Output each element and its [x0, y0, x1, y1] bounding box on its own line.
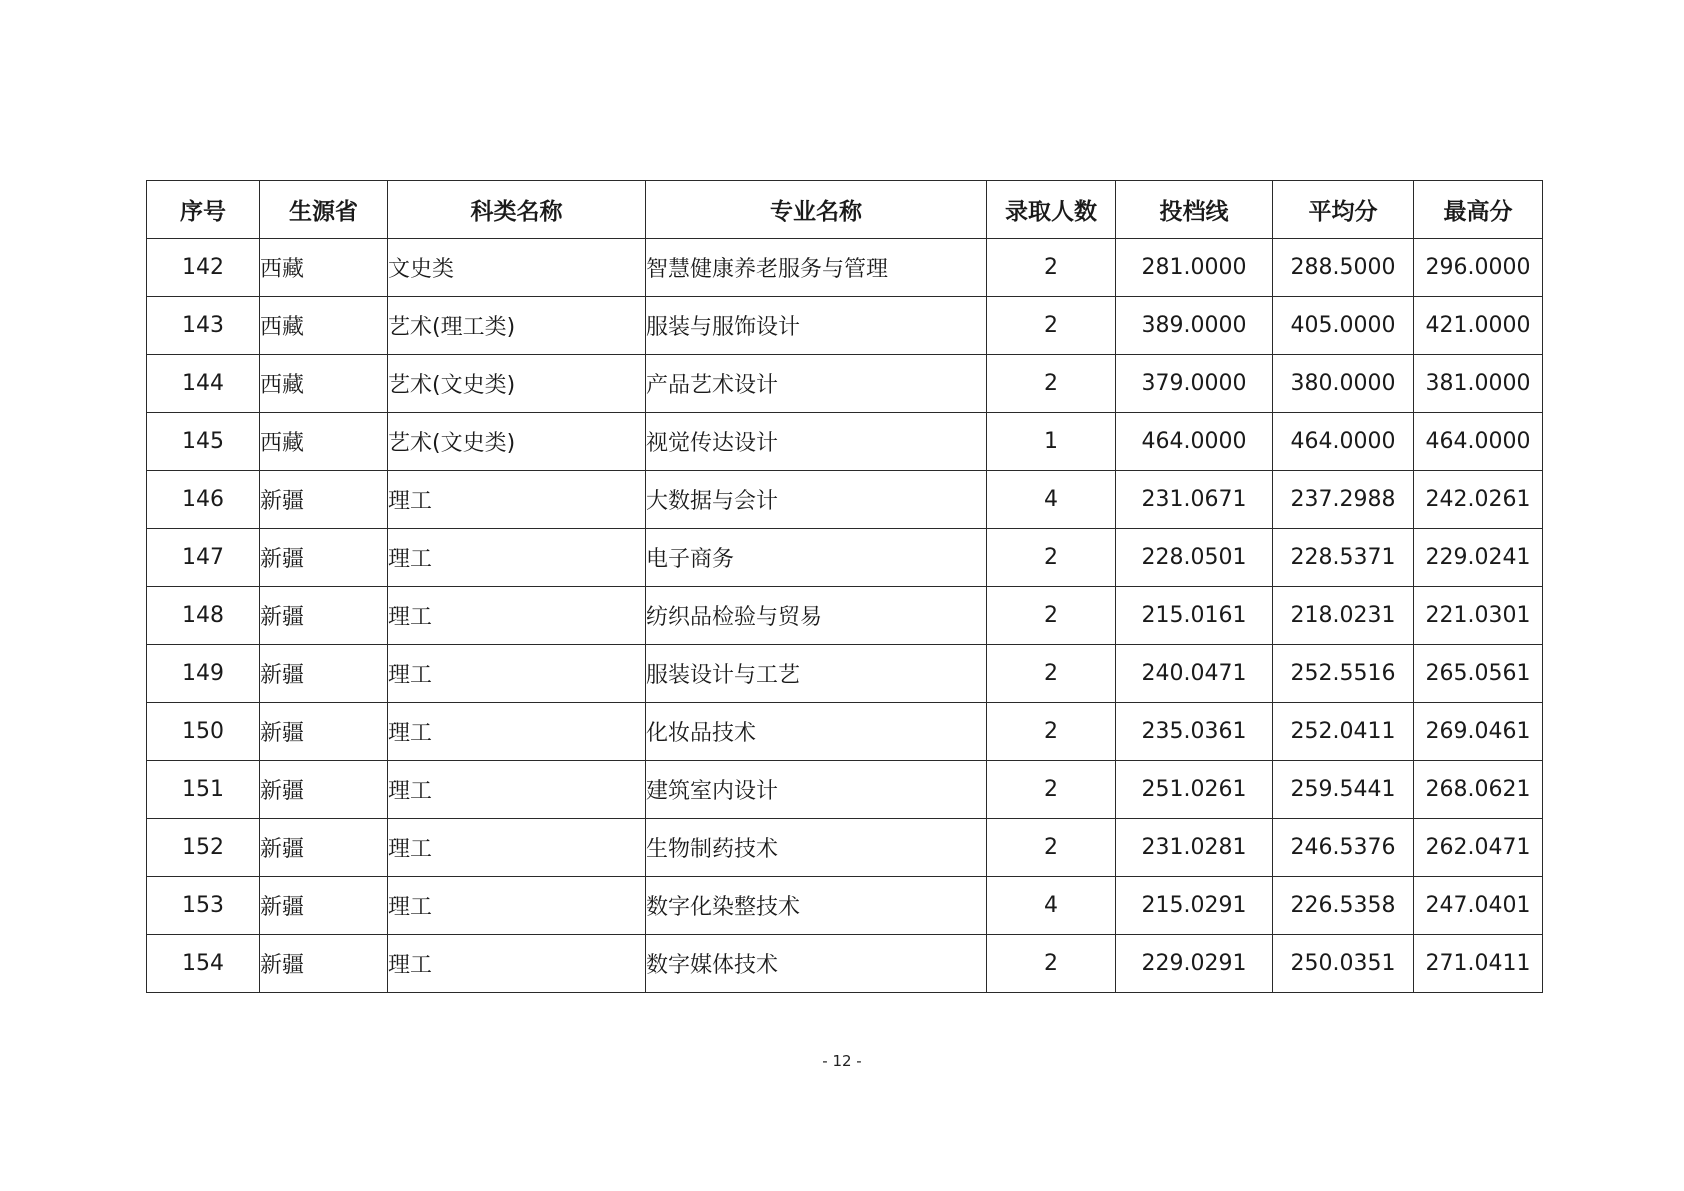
table-row: [147, 935, 1543, 993]
cell-province: 新疆: [260, 471, 388, 529]
cell-province: 新疆: [260, 645, 388, 703]
cell-cutoff: 228.0501: [1116, 529, 1273, 587]
cell-average: 259.5441: [1273, 761, 1414, 819]
cell-province: 新疆: [260, 587, 388, 645]
cell-enrolled: 2: [987, 587, 1116, 645]
header-cell-index: 序号: [147, 181, 260, 239]
cell-province: 新疆: [260, 819, 388, 877]
cell-cutoff: 251.0261: [1116, 761, 1273, 819]
cell-enrolled: 2: [987, 703, 1116, 761]
cell-major: 视觉传达设计: [646, 413, 987, 471]
cell-index: 146: [147, 471, 260, 529]
cell-index: 150: [147, 703, 260, 761]
table-row: [147, 529, 1543, 587]
cell-enrolled: 4: [987, 471, 1116, 529]
cell-category: 理工: [388, 587, 646, 645]
cell-cutoff: 215.0161: [1116, 587, 1273, 645]
cell-enrolled: 2: [987, 761, 1116, 819]
cell-major: 服装与服饰设计: [646, 297, 987, 355]
header-cell-highest: 最高分: [1414, 181, 1543, 239]
cell-major: 纺织品检验与贸易: [646, 587, 987, 645]
page-number: - 12 -: [822, 1052, 862, 1070]
cell-average: 252.5516: [1273, 645, 1414, 703]
cell-enrolled: 1: [987, 413, 1116, 471]
header-cell-category: 科类名称: [388, 181, 646, 239]
cell-cutoff: 464.0000: [1116, 413, 1273, 471]
cell-category: 理工: [388, 645, 646, 703]
cell-highest: 381.0000: [1414, 355, 1543, 413]
cell-average: 288.5000: [1273, 239, 1414, 297]
table-header: [147, 181, 1543, 239]
cell-highest: 265.0561: [1414, 645, 1543, 703]
cell-enrolled: 2: [987, 297, 1116, 355]
cell-enrolled: 2: [987, 645, 1116, 703]
cell-province: 西藏: [260, 355, 388, 413]
cell-highest: 268.0621: [1414, 761, 1543, 819]
cell-index: 148: [147, 587, 260, 645]
cell-average: 380.0000: [1273, 355, 1414, 413]
cell-province: 西藏: [260, 239, 388, 297]
cell-category: 理工: [388, 529, 646, 587]
cell-cutoff: 240.0471: [1116, 645, 1273, 703]
table-row: [147, 703, 1543, 761]
cell-province: 新疆: [260, 877, 388, 935]
table-row: [147, 239, 1543, 297]
cell-major: 大数据与会计: [646, 471, 987, 529]
cell-major: 产品艺术设计: [646, 355, 987, 413]
cell-province: 西藏: [260, 297, 388, 355]
admissions-table: [146, 180, 1543, 993]
cell-index: 149: [147, 645, 260, 703]
cell-highest: 271.0411: [1414, 935, 1543, 993]
cell-major: 智慧健康养老服务与管理: [646, 239, 987, 297]
table-row: [147, 587, 1543, 645]
cell-category: 理工: [388, 935, 646, 993]
cell-category: 理工: [388, 703, 646, 761]
cell-enrolled: 2: [987, 529, 1116, 587]
cell-index: 142: [147, 239, 260, 297]
cell-cutoff: 229.0291: [1116, 935, 1273, 993]
table-row: [147, 645, 1543, 703]
cell-category: 文史类: [388, 239, 646, 297]
cell-index: 154: [147, 935, 260, 993]
header-row: [147, 181, 1543, 239]
header-cell-enrolled: 录取人数: [987, 181, 1116, 239]
cell-highest: 229.0241: [1414, 529, 1543, 587]
cell-cutoff: 379.0000: [1116, 355, 1273, 413]
cell-major: 建筑室内设计: [646, 761, 987, 819]
cell-category: 理工: [388, 819, 646, 877]
cell-highest: 296.0000: [1414, 239, 1543, 297]
table-row: [147, 761, 1543, 819]
header-cell-cutoff: 投档线: [1116, 181, 1273, 239]
cell-index: 144: [147, 355, 260, 413]
cell-cutoff: 231.0281: [1116, 819, 1273, 877]
cell-major: 电子商务: [646, 529, 987, 587]
cell-province: 新疆: [260, 703, 388, 761]
table-row: [147, 297, 1543, 355]
cell-highest: 269.0461: [1414, 703, 1543, 761]
cell-enrolled: 2: [987, 819, 1116, 877]
cell-average: 237.2988: [1273, 471, 1414, 529]
cell-highest: 464.0000: [1414, 413, 1543, 471]
cell-enrolled: 4: [987, 877, 1116, 935]
cell-average: 252.0411: [1273, 703, 1414, 761]
cell-index: 153: [147, 877, 260, 935]
cell-category: 艺术(文史类): [388, 413, 646, 471]
table-body: [147, 239, 1543, 993]
cell-average: 464.0000: [1273, 413, 1414, 471]
cell-province: 西藏: [260, 413, 388, 471]
cell-index: 145: [147, 413, 260, 471]
cell-highest: 247.0401: [1414, 877, 1543, 935]
cell-average: 228.5371: [1273, 529, 1414, 587]
cell-highest: 242.0261: [1414, 471, 1543, 529]
cell-category: 艺术(文史类): [388, 355, 646, 413]
cell-index: 152: [147, 819, 260, 877]
cell-category: 艺术(理工类): [388, 297, 646, 355]
cell-cutoff: 235.0361: [1116, 703, 1273, 761]
table-row: [147, 877, 1543, 935]
cell-province: 新疆: [260, 935, 388, 993]
cell-average: 226.5358: [1273, 877, 1414, 935]
cell-index: 147: [147, 529, 260, 587]
cell-major: 数字化染整技术: [646, 877, 987, 935]
cell-index: 143: [147, 297, 260, 355]
table-row: [147, 355, 1543, 413]
cell-cutoff: 231.0671: [1116, 471, 1273, 529]
cell-category: 理工: [388, 761, 646, 819]
cell-major: 服装设计与工艺: [646, 645, 987, 703]
table-row: [147, 819, 1543, 877]
cell-highest: 221.0301: [1414, 587, 1543, 645]
cell-category: 理工: [388, 471, 646, 529]
cell-highest: 421.0000: [1414, 297, 1543, 355]
cell-category: 理工: [388, 877, 646, 935]
cell-province: 新疆: [260, 761, 388, 819]
cell-average: 250.0351: [1273, 935, 1414, 993]
cell-average: 218.0231: [1273, 587, 1414, 645]
cell-enrolled: 2: [987, 355, 1116, 413]
cell-cutoff: 281.0000: [1116, 239, 1273, 297]
cell-major: 生物制药技术: [646, 819, 987, 877]
cell-average: 246.5376: [1273, 819, 1414, 877]
table-row: [147, 413, 1543, 471]
cell-province: 新疆: [260, 529, 388, 587]
header-cell-average: 平均分: [1273, 181, 1414, 239]
cell-cutoff: 389.0000: [1116, 297, 1273, 355]
header-cell-province: 生源省: [260, 181, 388, 239]
cell-major: 数字媒体技术: [646, 935, 987, 993]
header-cell-major: 专业名称: [646, 181, 987, 239]
cell-major: 化妆品技术: [646, 703, 987, 761]
table-row: [147, 471, 1543, 529]
cell-index: 151: [147, 761, 260, 819]
cell-cutoff: 215.0291: [1116, 877, 1273, 935]
cell-average: 405.0000: [1273, 297, 1414, 355]
cell-enrolled: 2: [987, 239, 1116, 297]
cell-enrolled: 2: [987, 935, 1116, 993]
cell-highest: 262.0471: [1414, 819, 1543, 877]
